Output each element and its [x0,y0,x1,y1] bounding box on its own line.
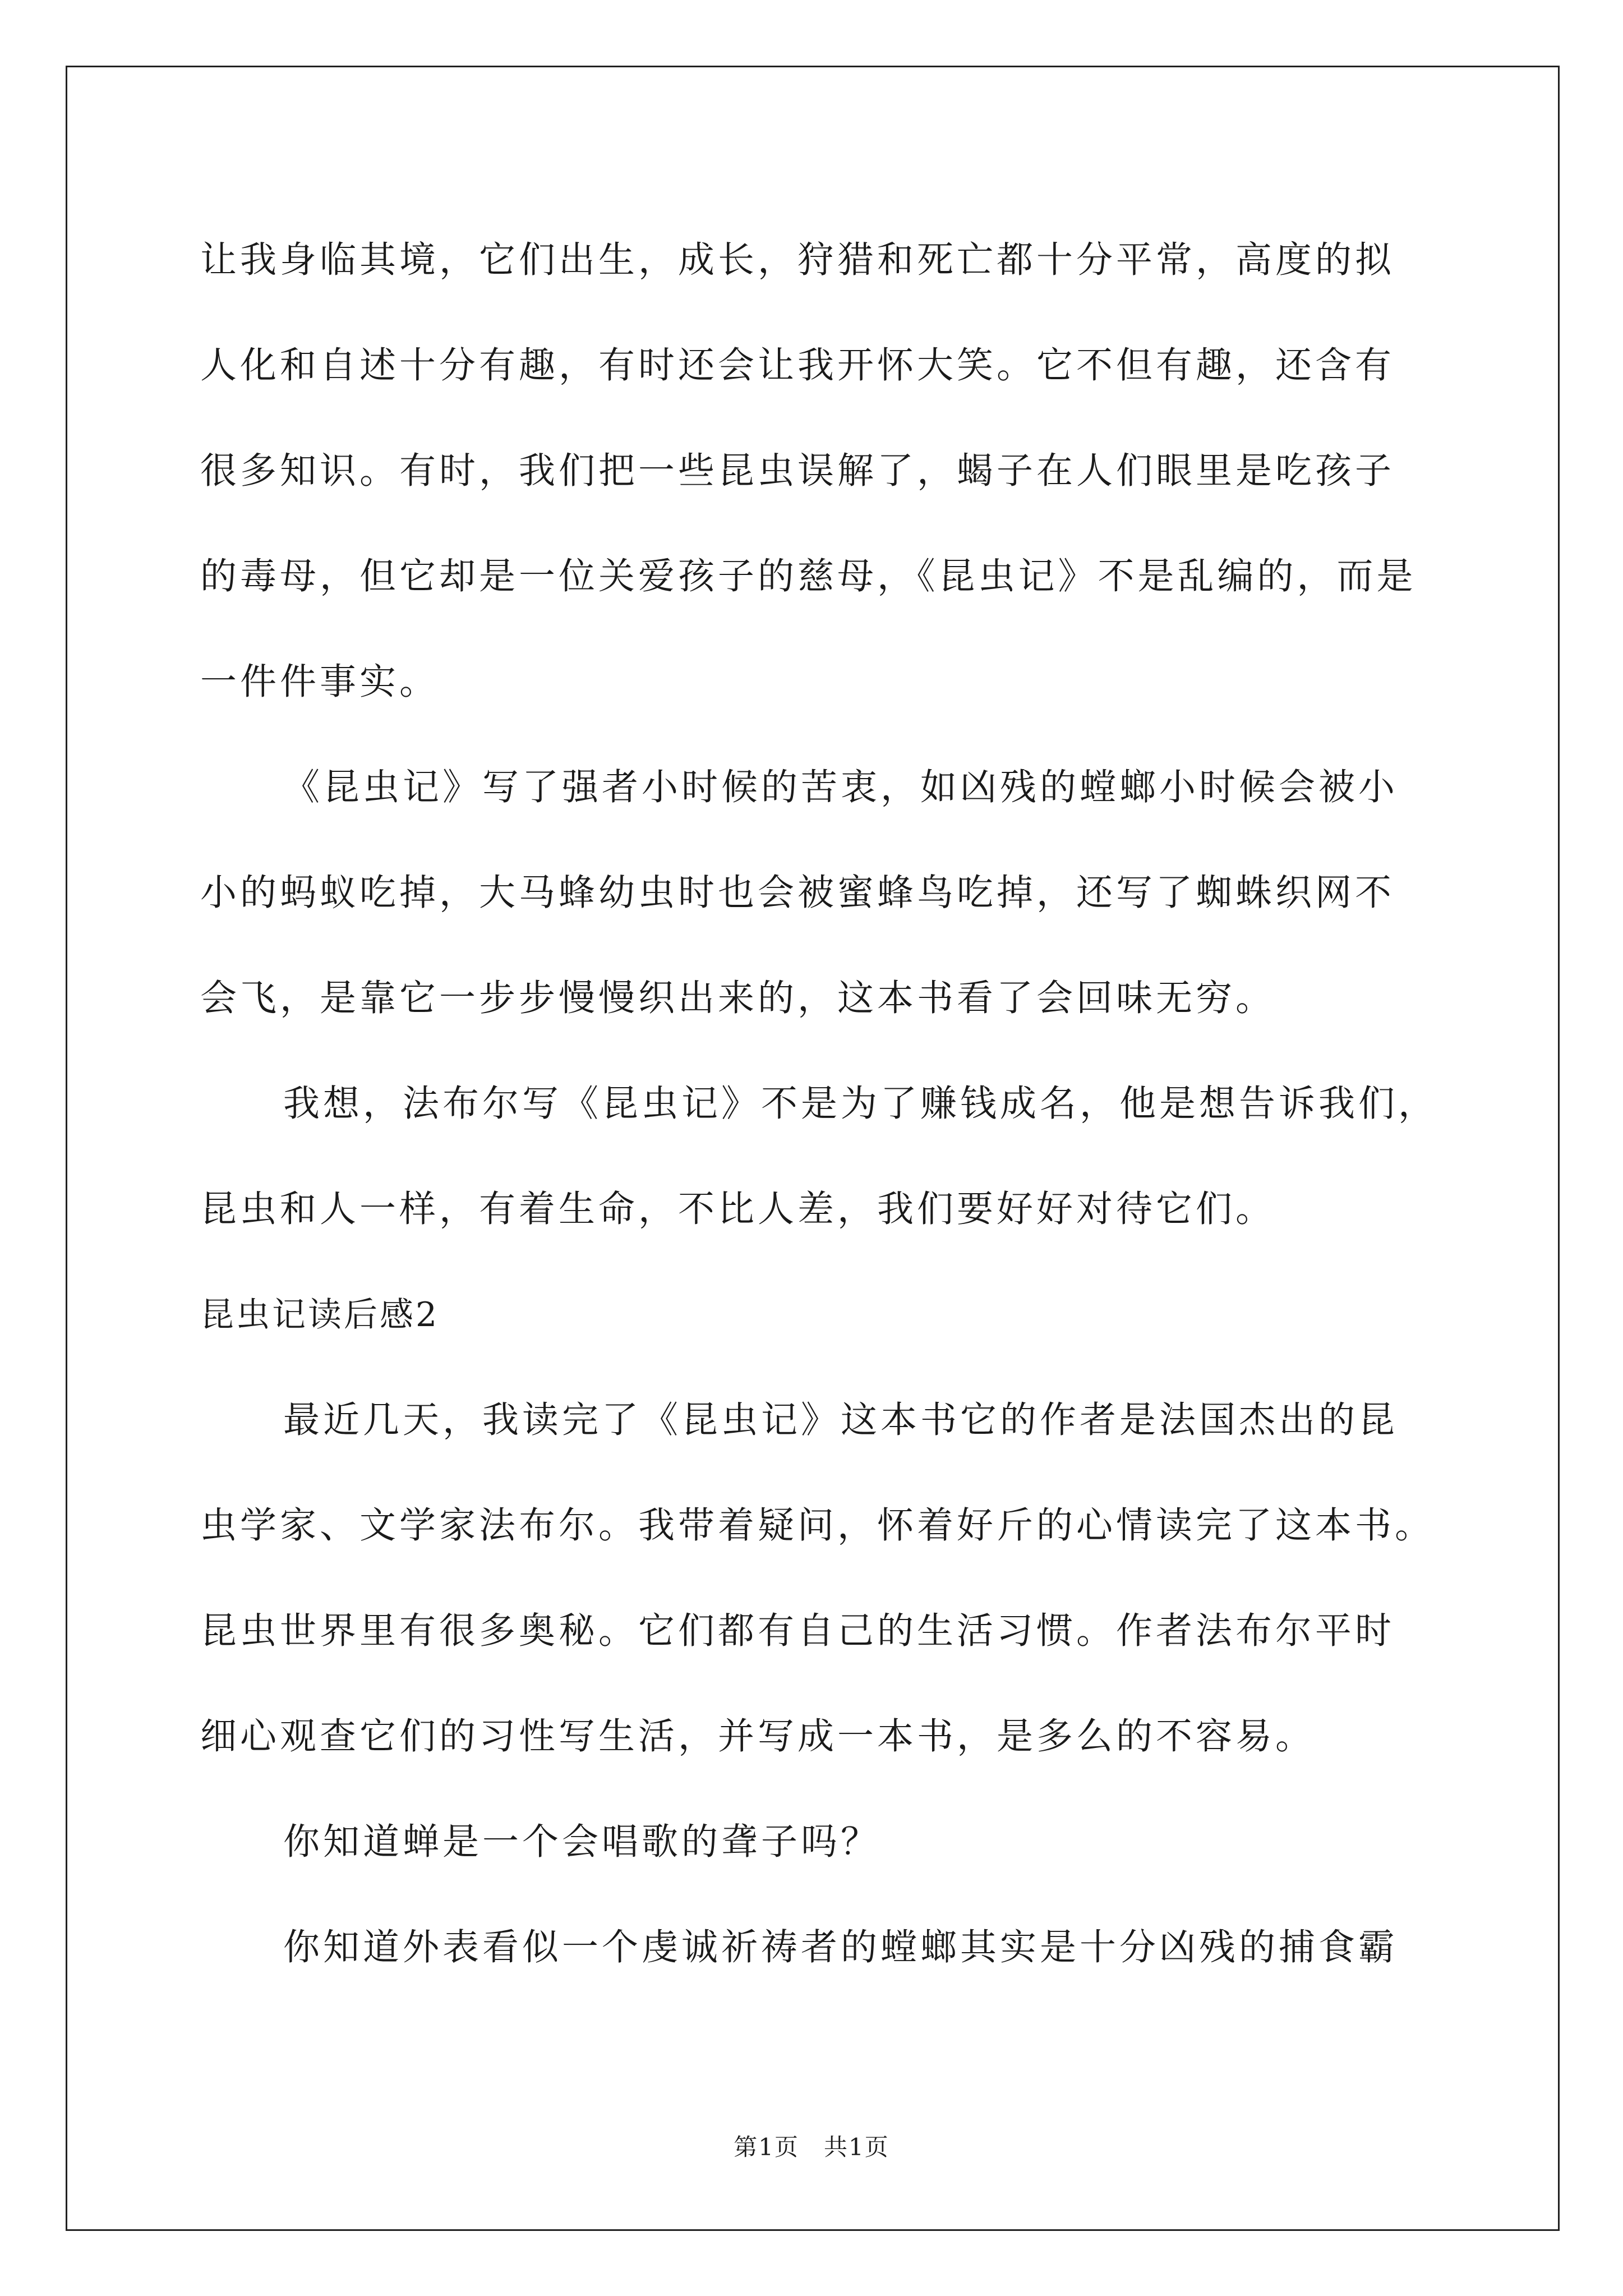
section-heading: 昆虫记读后感2 [200,1295,440,1335]
text-line: 虫学家、文学家法布尔。我带着疑问，怀着好斤的心情读完了这本书。 [200,1504,1435,1547]
paragraph-first-line: 《昆虫记》写了强者小时候的苦衷，如凶残的螳螂小时候会被小 [283,766,1399,808]
text-line: 的毒母，但它却是一位关爱孩子的慈母，《昆虫记》不是乱编的，而是 [200,555,1417,597]
text-line: 会飞，是靠它一步步慢慢织出来的，这本书看了会回味无穷。 [200,977,1276,1019]
paragraph-first-line: 我想，法布尔写《昆虫记》不是为了赚钱成名，他是想告诉我们， [283,1083,1438,1125]
document-body [200,208,1462,2000]
text-line: 一件件事实。 [200,661,440,703]
text-line: 人化和自述十分有趣，有时还会让我开怀大笑。它不但有趣，还含有 [200,344,1395,386]
text-line: 细心观查它们的习性写生活，并写成一本书，是多么的不容易。 [200,1715,1316,1757]
paragraph-first-line: 你知道蝉是一个会唱歌的聋子吗？ [283,1821,881,1863]
paragraph-first-line: 最近几天，我读完了《昆虫记》这本书它的作者是法国杰出的昆 [283,1399,1399,1441]
text-line: 很多知识。有时，我们把一些昆虫误解了，蝎子在人们眼里是吃孩子 [200,450,1395,492]
paragraph-first-line: 你知道外表看似一个虔诚祈祷者的螳螂其实是十分凶残的捕食霸 [283,1926,1399,1968]
text-line: 昆虫和人一样，有着生命，不比人差，我们要好好对待它们。 [200,1188,1276,1230]
text-line: 昆虫世界里有很多奥秘。它们都有自己的生活习惯。作者法布尔平时 [200,1610,1395,1652]
text-line: 让我身临其境，它们出生，成长，狩猎和死亡都十分平常，高度的拟 [200,239,1395,281]
page-number-footer: 第1页 共1页 [734,2133,889,2161]
text-line: 小的蚂蚁吃掉，大马蜂幼虫时也会被蜜蜂鸟吃掉，还写了蜘蛛织网不 [200,872,1395,914]
